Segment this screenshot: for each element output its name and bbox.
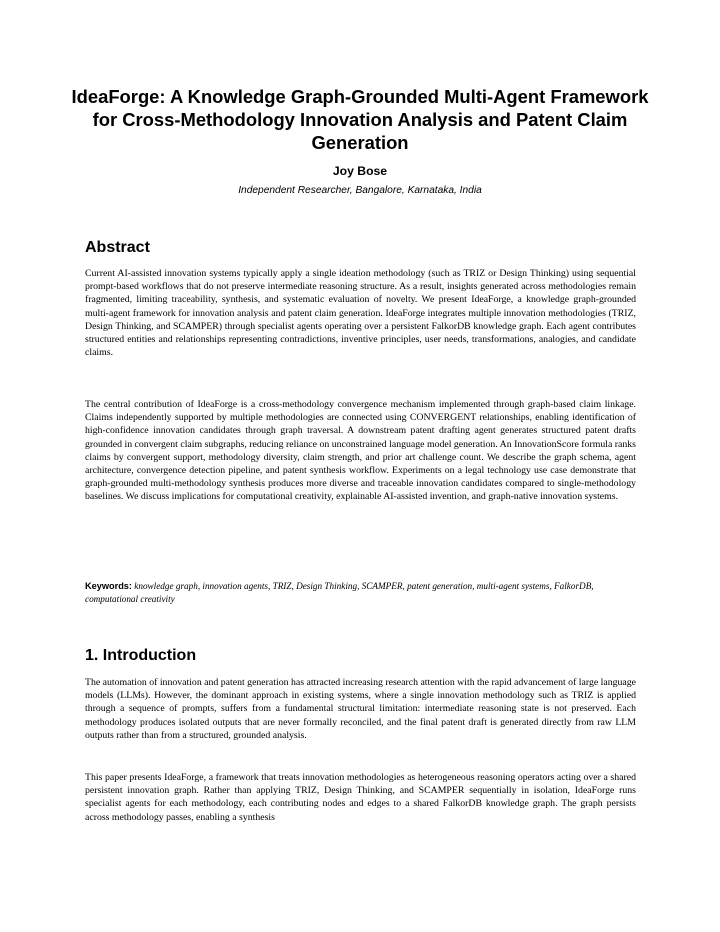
author-name: Joy Bose bbox=[332, 164, 388, 178]
paper-title: IdeaForge: A Knowledge Graph-Grounded Multi-Agent Framework for Cross-Methodology Innovation Analysis and Patent Claim Generation bbox=[71, 86, 649, 153]
abstract-paragraph-2: The central contribution of IdeaForge is a cross-methodology convergence mechanism implemented through graph-based claim linkage. Claims independently supported by multiple methodologies are connected using CONVERGENT relationships, enabling identification of high-confidence innovation candidates through graph traversal. A downstream patent drafting agent generates structured patent drafts grounded in convergent claim subgraphs, reducing reliance on unconstrained language model generation. An InnovationScore formula ranks claims by convergent support, methodology diversity, claim strength, and prior art challenge count. We describe the graph schema, agent architecture, convergence detection pipeline, and patent synthesis workflow. Experiments on a legal technology use case demonstrate that graph-grounded multi-methodology synthesis produces more diverse and traceable innovation candidates compared to single-methodology baselines. We discuss implications for computational creativity, explainable AI-assisted invention, and graph-native innovation systems. bbox=[85, 399, 636, 503]
keywords bbox=[85, 580, 636, 605]
keywords-text: knowledge graph, innovation agents, TRIZ, Design Thinking, SCAMPER, patent generation, multi-agent systems, FalkorDB, computational creativity bbox=[85, 581, 594, 604]
introduction-paragraph-1: The automation of innovation and patent generation has attracted increasing research attention with the rapid advancement of large language models (LLMs). However, the dominant approach in existing systems, where a single innovation methodology such as TRIZ is applied through a sequence of prompts, suffers from a fundamental structural limitation: intermediate reasoning state is not preserved. Each methodology produces isolated outputs that are never formally reconciled, and the final patent draft is generated directly from raw LLM outputs rather than from a structured, grounded analysis. bbox=[85, 677, 636, 741]
author-affiliation: Independent Researcher, Bangalore, Karnataka, India bbox=[238, 185, 482, 196]
introduction-paragraph-2: This paper presents IdeaForge, a framework that treats innovation methodologies as heterogeneous reasoning operators acting over a shared persistent innovation graph. Rather than applying TRIZ, Design Thinking, and SCAMPER sequentially in isolation, IdeaForge runs specialist agents for each methodology, each contributing nodes and edges to a shared FalkorDB knowledge graph. The graph persists across methodology passes, enabling a synthesis bbox=[85, 772, 636, 823]
abstract-heading: Abstract bbox=[85, 239, 150, 256]
introduction-heading: 1. Introduction bbox=[85, 647, 197, 664]
keywords-label: Keywords: bbox=[85, 581, 132, 591]
abstract-paragraph-1: Current AI-assisted innovation systems typically apply a single ideation methodology (such as TRIZ or Design Thinking) using sequential prompt-based workflows that do not preserve intermediate reasoning structure. As a result, insights generated across methodologies remain fragmented, limiting traceability, synthesis, and systematic evaluation of novelty. We present IdeaForge, a knowledge graph-grounded multi-agent framework for innovation analysis and patent claim generation. IdeaForge integrates multiple innovation methodologies (TRIZ, Design Thinking, and SCAMPER) through specialist agents operating over a persistent FalkorDB knowledge graph. Each agent contributes structured entities and relationships representing contradictions, inventive principles, user needs, transformations, analogies, and candidate claims. bbox=[85, 268, 636, 359]
